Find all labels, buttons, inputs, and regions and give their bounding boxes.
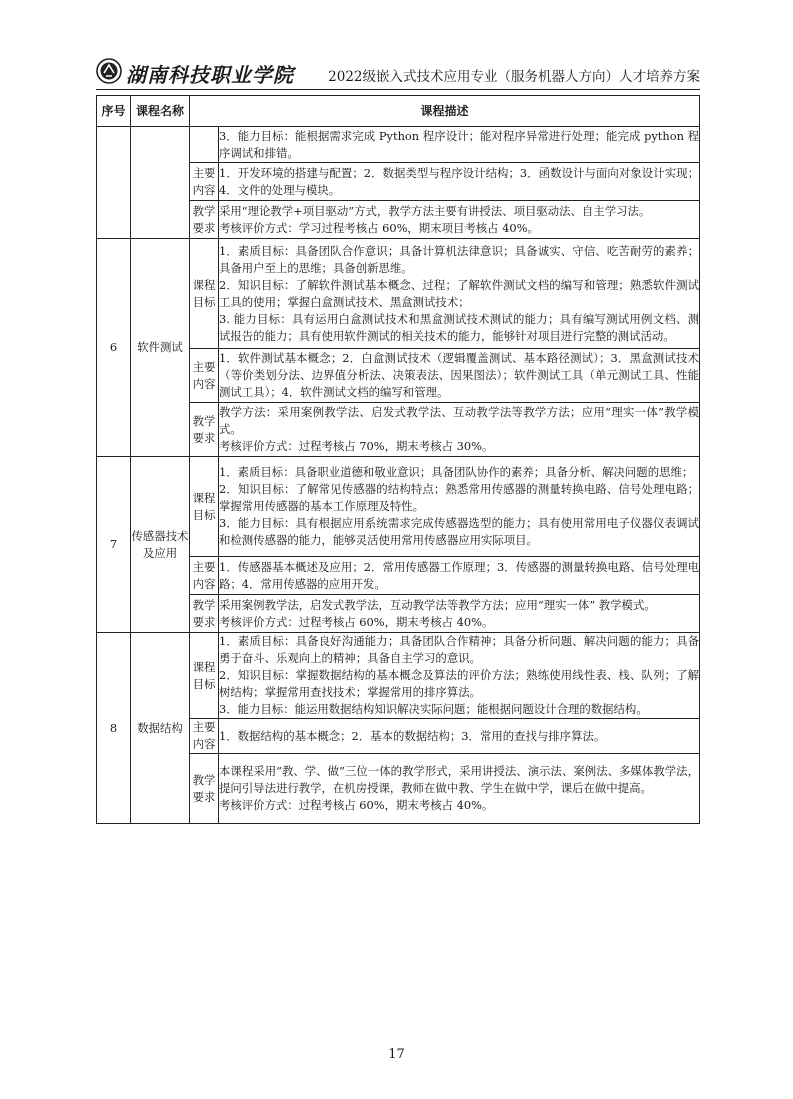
- course-6-goal-label: 课程目标: [190, 239, 219, 349]
- course-7-req-desc: 采用案例教学法，启发式教学法，互动教学法等教学方法；应用“理实一体” 教学模式。 考核评价方式：过程考核占 60%，期末考核占 40%。: [219, 595, 700, 633]
- continued-req-desc: 采用“理论教学+项目驱动”方式，教学方法主要有讲授法、项目驱动法、自主学习法。 考核评价方式：学习过程考核占 60%，期末项目考核占 40%。: [219, 201, 700, 239]
- continued-no-cell: [97, 127, 131, 239]
- course-6-req-desc: 教学方法：采用案例教学法、启发式教学法、互动教学法等教学方法；应用“理实一体”教学模式。 考核评价方式：过程考核占 70%，期末考核占 30%。: [219, 403, 700, 457]
- course-7-content-desc: 1．传感器基本概述及应用；2．常用传感器工作原理；3．传感器的测量转换电路、信号处理电路；4．常用传感器的应用开发。: [219, 557, 700, 595]
- course-6-req-label: 教学要求: [190, 403, 219, 457]
- course-8-name: 数据结构: [131, 633, 190, 824]
- course-8-content-desc: 1．数据结构的基本概念；2．基本的数据结构；3．常用的查找与排序算法。: [219, 719, 700, 754]
- continued-content-desc: 1．开发环境的搭建与配置；2．数据类型与程序设计结构；3．函数设计与面向对象设计实现；4．文件的处理与模块。: [219, 163, 700, 201]
- course-8-no: 8: [97, 633, 131, 824]
- continued-content-label: 主要内容: [190, 163, 219, 201]
- course-8-goal-label: 课程目标: [190, 633, 219, 719]
- course-table: [96, 95, 700, 824]
- header-no: 序号: [97, 96, 131, 127]
- course-8-req-label: 教学要求: [190, 754, 219, 824]
- header-divider: [96, 89, 700, 90]
- school-logo-icon: [96, 58, 122, 84]
- course-6-no: 6: [97, 239, 131, 457]
- table-row: [97, 457, 700, 557]
- table-row: [97, 633, 700, 719]
- page-number: 17: [388, 1047, 405, 1062]
- course-6-name: 软件测试: [131, 239, 190, 457]
- school-name: 湖南科技职业学院: [126, 63, 294, 87]
- continued-goal-label: [190, 127, 219, 163]
- continued-goal-desc: 3．能力目标：能根据需求完成 Python 程序设计；能对程序异常进行处理；能完成 python 程序调试和排错。: [219, 127, 700, 163]
- course-6-content-desc: 1．软件测试基本概念；2．白盒测试技术（逻辑覆盖测试、基本路径测试）；3．黑盒测试技术（等价类划分法、边界值分析法、决策表法、因果图法）；软件测试工具（单元测试工具、性能测试工具）；4．软件测试文档的编写和管理。: [219, 349, 700, 403]
- document-title: 2022级嵌入式技术应用专业（服务机器人方向）人才培养方案: [328, 69, 700, 85]
- course-8-content-label: 主要内容: [190, 719, 219, 754]
- course-7-name: 传感器技术及应用: [131, 457, 190, 633]
- header-name: 课程名称: [131, 96, 190, 127]
- course-6-goal-desc: 1．素质目标：具备团队合作意识；具备计算机法律意识；具备诚实、守信、吃苦耐劳的素养；具备用户至上的思维；具备创新思维。 2．知识目标：了解软件测试基本概念、过程；了解软件测试文档的编写和管理；熟悉软件测试工具的使用；掌握白盒测试技术、黑盒测试技术； 3. 能力目标：具有运用白盒测试技术和黑盒测试技术测试的能力；具有编写测试用例文档、测试报告的能力；具有使用软件测试的相关技术的能力，能够针对项目进行完整的测试活动。: [219, 239, 700, 349]
- continued-name-cell: [131, 127, 190, 239]
- header-desc: 课程描述: [190, 96, 700, 127]
- table-header-row: [97, 96, 700, 127]
- continued-req-label: 教学要求: [190, 201, 219, 239]
- course-8-req-desc: 本课程采用“教、学、做”三位一体的教学形式，采用讲授法、演示法、案例法、多媒体教学法，提问引导法进行教学，在机房授课，教师在做中教、学生在做中学，课后在做中提高。 考核评价方式：过程考核占 60%，期末考核占 40%。: [219, 754, 700, 824]
- course-7-goal-desc: 1．素质目标：具备职业道德和敬业意识；具备团队协作的素养；具备分析、解决问题的思维； 2．知识目标：了解常见传感器的结构特点；熟悉常用传感器的测量转换电路、信号处理电路；掌握常用传感器的基本工作原理及特性。 3．能力目标：具有根据应用系统需求完成传感器选型的能力；具有使用常用电子仪器仪表调试和检测传感器的能力，能够灵活使用常用传感器应用实际项目。: [219, 457, 700, 557]
- course-7-goal-label: 课程目标: [190, 457, 219, 557]
- table-row: [97, 239, 700, 349]
- course-6-content-label: 主要内容: [190, 349, 219, 403]
- page-header: [96, 56, 700, 88]
- course-8-goal-desc: 1．素质目标：具备良好沟通能力；具备团队合作精神；具备分析问题、解决问题的能力；具备勇于奋斗、乐观向上的精神；具备自主学习的意识。 2．知识目标：掌握数据结构的基本概念及算法的评价方法；熟练使用线性表、栈、队列；了解树结构；掌握常用查找技术；掌握常用的排序算法。 3．能力目标：能运用数据结构知识解决实际问题；能根据问题设计合理的数据结构。: [219, 633, 700, 719]
- table-row: [97, 127, 700, 163]
- course-7-no: 7: [97, 457, 131, 633]
- course-7-content-label: 主要内容: [190, 557, 219, 595]
- course-7-req-label: 教学要求: [190, 595, 219, 633]
